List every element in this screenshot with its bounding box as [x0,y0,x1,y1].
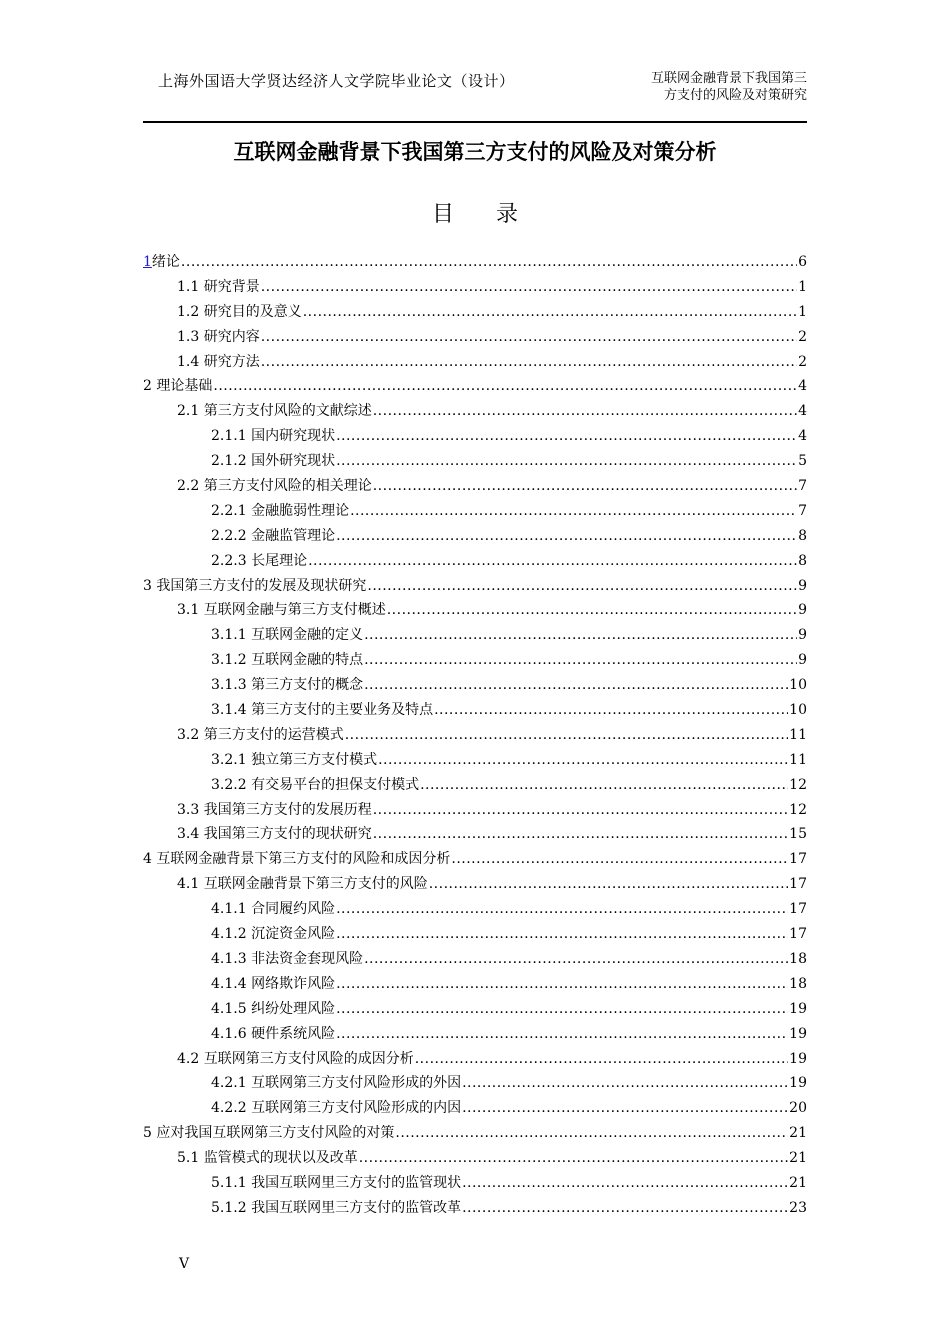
document-title: 互联网金融背景下我国第三方支付的风险及对策分析 [233,140,717,164]
page-number: V [179,1256,190,1272]
toc-entry-label [211,699,433,719]
toc-dot-leader [434,702,788,718]
toc-entry-page: 20 [789,1100,807,1117]
toc-dot-leader [367,578,797,594]
toc-entry-page: 11 [789,726,807,743]
toc-entry-title: 第三方支付风险的相关理论 [203,478,372,495]
toc-dot-leader [373,478,797,494]
toc-entry-label [211,500,349,520]
toc-entry[interactable] [143,923,807,948]
toc-dot-leader [336,428,797,444]
header-short-title-line2: 方支付的风险及对策研究 [663,88,807,103]
toc-entry-label [143,848,450,868]
toc-entry-label [211,774,419,794]
toc-entry[interactable] [143,575,807,600]
toc-dot-leader [364,951,788,967]
toc-entry-label [211,898,335,918]
toc-entry-label [177,1147,358,1167]
toc-entry-title: 有交易平台的担保支付模式 [251,776,420,793]
toc-entry-title: 我国第三方支付的发展历程 [203,801,372,818]
toc-entry-number: 3.2 [177,726,200,743]
toc-entry-page: 19 [789,1000,807,1017]
toc-entry-title: 绪论 [151,254,180,270]
toc-entry-title: 互联网金融背景下第三方支付的风险 [203,876,428,893]
toc-entry-title: 独立第三方支付模式 [251,751,378,768]
toc-entry[interactable] [143,774,807,799]
toc-entry-page: 18 [789,950,807,967]
toc-entry-page: 19 [789,1050,807,1067]
toc-entry[interactable] [143,799,807,824]
toc-entry-number: 2.2.2 [211,527,247,544]
toc-entry-number: 3.1 [177,602,200,619]
toc-entry-label [177,475,372,495]
toc-dot-leader [308,553,797,569]
toc-entry[interactable] [143,1048,807,1073]
toc-entry-number: 3.1.2 [211,652,247,669]
toc-dot-leader [415,1051,788,1067]
toc-entry-label [177,599,386,619]
toc-entry-label [143,375,212,395]
toc-entry-page: 21 [789,1150,807,1167]
toc-dot-leader [451,851,788,867]
toc-dot-leader [462,1175,788,1191]
toc-entry-title: 长尾理论 [251,552,308,569]
toc-entry-number: 4.1.5 [211,1000,247,1017]
toc-entry[interactable] [143,1097,807,1122]
toc-entry-title: 第三方支付的主要业务及特点 [251,702,434,719]
toc-entry[interactable] [143,375,807,400]
toc-entry-title: 国内研究现状 [251,428,336,445]
toc-dot-leader [336,926,788,942]
toc-entry-page: 1 [798,303,807,320]
toc-entry-title: 我国互联网里三方支付的监管现状 [251,1174,462,1191]
toc-dot-leader [364,627,797,643]
toc-entry-title: 金融监管理论 [251,527,336,544]
toc-dot-leader [336,453,797,469]
toc-entry-page: 8 [798,527,807,544]
toc-entry-label [143,1122,394,1142]
toc-entry-page: 9 [798,652,807,669]
toc-entry-number: 1.4 [177,353,200,370]
toc-entry-page: 8 [798,552,807,569]
toc-entry-label [177,400,372,420]
toc-entry-page: 15 [789,826,807,843]
toc-entry-page: 5 [798,453,807,470]
toc-entry-number: 2.1.2 [211,453,247,470]
toc-dot-leader [429,876,788,892]
toc-entry-page: 17 [789,926,807,943]
toc-entry[interactable] [143,898,807,923]
toc-entry-label [211,749,377,769]
toc-entry-page: 7 [798,478,807,495]
toc-entry[interactable] [143,1147,807,1172]
toc-entry-number: 2.1.1 [211,428,247,445]
toc-entry[interactable] [143,998,807,1023]
toc-dot-leader [336,901,788,917]
toc-entry[interactable] [143,823,807,848]
toc-dot-leader [181,254,797,270]
toc-entry[interactable] [143,326,807,351]
toc-entry[interactable] [143,1172,807,1197]
toc-entry-number: 3.1.1 [211,627,247,644]
toc-entry-page: 17 [789,876,807,893]
toc-entry-number: 5.1 [177,1150,200,1167]
toc-entry-page: 1 [798,278,807,295]
toc-entry-title: 互联网第三方支付风险形成的外因 [251,1075,462,1092]
toc-entry-page: 11 [789,751,807,768]
toc-entry[interactable] [143,525,807,550]
toc-entry-number: 5.1.1 [211,1174,247,1191]
toc-entry-title: 研究方法 [203,353,260,370]
toc-entry[interactable] [143,599,807,624]
toc-entry-label [177,351,260,371]
toc-entry-label [211,525,335,545]
toc-entry-number: 3.2.2 [211,776,247,793]
toc-dot-leader [462,1200,788,1216]
toc-entry-title: 互联网金融与第三方支付概述 [203,602,386,619]
toc-entry-title: 我国第三方支付的发展及现状研究 [156,577,367,594]
toc-entry-title: 沉淀资金风险 [251,926,336,943]
toc-dot-leader [387,602,797,618]
toc-entry-title: 金融脆弱性理论 [251,502,350,519]
toc-entry-title: 互联网金融的特点 [251,652,364,669]
toc-entry-number: 4.2 [177,1050,200,1067]
toc-entry-page: 19 [789,1025,807,1042]
toc-entry-number: 4.1 [177,876,200,893]
toc-entry-number: 1.1 [177,278,200,295]
toc-dot-leader [373,826,788,842]
toc-entry-page: 17 [789,901,807,918]
toc-entry-number: 3.1.4 [211,702,247,719]
toc-dot-leader [336,976,788,992]
toc-dot-leader [378,752,788,768]
toc-entry[interactable] [143,1197,807,1222]
toc-entry-number: 4 [143,851,152,868]
toc-entry-label [211,1072,461,1092]
toc-entry-label [211,948,363,968]
toc-entry-title: 国外研究现状 [251,453,336,470]
toc-entry-title: 第三方支付的概念 [251,677,364,694]
toc-dot-leader [336,1026,788,1042]
toc-entry-label [177,326,260,346]
toc-heading: 目录 [431,202,560,227]
toc-entry-title: 我国互联网里三方支付的监管改革 [251,1199,462,1216]
toc-entry-number: 3.2.1 [211,751,247,768]
toc-entry-title: 第三方支付风险的文献综述 [203,403,372,420]
toc-dot-leader [364,677,788,693]
toc-entry-label [211,1023,335,1043]
toc-entry-title: 互联网第三方支付风险形成的内因 [251,1100,462,1117]
toc-entry-page: 2 [798,353,807,370]
toc-entry-label [211,1197,461,1217]
toc-entry-number: 4.1.3 [211,950,247,967]
toc-entry-page: 9 [798,627,807,644]
toc-entry-label [211,973,335,993]
toc-entry-title: 应对我国互联网第三方支付风险的对策 [156,1125,395,1142]
toc-entry-label [177,799,372,819]
toc-dot-leader [213,378,797,394]
toc-entry[interactable] [143,973,807,998]
toc-dot-leader [261,329,797,345]
toc-entry-page: 9 [798,602,807,619]
toc-dot-leader [462,1075,788,1091]
toc-entry-number: 3.1.3 [211,677,247,694]
toc-entry-page: 4 [798,403,807,420]
toc-entry-number: 4.1.1 [211,901,247,918]
toc-entry-title: 研究目的及意义 [203,303,302,320]
toc-entry[interactable] [143,550,807,575]
toc-dot-leader [462,1100,788,1116]
toc-entry-page: 19 [789,1075,807,1092]
toc-entry[interactable] [143,251,807,276]
toc-entry-number[interactable]: 1 [143,254,152,270]
toc-entry-title: 我国第三方支付的现状研究 [203,826,372,843]
toc-entry-page: 2 [798,328,807,345]
toc-entry[interactable] [143,450,807,475]
toc-entry[interactable] [143,400,807,425]
toc-entry-number: 4.1.4 [211,975,247,992]
toc-entry[interactable] [143,500,807,525]
toc-entry[interactable] [143,1122,807,1147]
toc-entry-page: 12 [789,776,807,793]
toc-entry-title: 网络欺诈风险 [251,975,336,992]
toc-entry-page: 23 [789,1199,807,1216]
toc-dot-leader [350,503,797,519]
toc-entry[interactable] [143,301,807,326]
toc-entry[interactable] [143,425,807,450]
toc-entry-label [211,998,335,1018]
toc-entry-number: 3.3 [177,801,200,818]
header-short-title [617,70,807,104]
toc-entry-label [177,724,344,744]
toc-dot-leader [395,1125,788,1141]
toc-entry-label [211,450,335,470]
toc-entry[interactable] [143,674,807,699]
toc-entry[interactable] [143,624,807,649]
toc-dot-leader [373,403,797,419]
toc-entry-number: 2.1 [177,403,200,420]
toc-entry-page: 21 [789,1174,807,1191]
toc-dot-leader [303,304,797,320]
toc-entry-page: 17 [789,851,807,868]
toc-entry[interactable] [143,749,807,774]
toc-entry-page: 6 [798,254,807,270]
toc-entry-number: 2.2.3 [211,552,247,569]
toc-entry-page: 18 [789,975,807,992]
toc-entry-title: 非法资金套现风险 [251,950,364,967]
toc-entry-number: 5 [143,1125,152,1142]
toc-dot-leader [359,1150,788,1166]
toc-entry[interactable] [143,351,807,376]
table-of-contents [143,251,807,1222]
toc-entry[interactable] [143,475,807,500]
toc-entry-label [177,301,302,321]
toc-entry-number: 2.2 [177,478,200,495]
toc-entry[interactable] [143,873,807,898]
toc-dot-leader [345,727,788,743]
toc-entry-number: 2 [143,378,152,395]
toc-entry-label [211,923,335,943]
toc-entry-number: 1.2 [177,303,200,320]
toc-entry-number: 3.4 [177,826,200,843]
toc-entry-number: 4.2.2 [211,1100,247,1117]
toc-entry-label [143,575,366,595]
toc-dot-leader [420,777,788,793]
toc-entry-page: 12 [789,801,807,818]
toc-entry[interactable] [143,848,807,873]
toc-entry-label [177,823,372,843]
toc-entry[interactable] [143,1072,807,1097]
toc-entry-page: 4 [798,378,807,395]
toc-entry-page: 21 [789,1125,807,1142]
toc-entry-title: 监管模式的现状以及改革 [203,1150,358,1167]
toc-entry-title: 理论基础 [156,378,213,395]
toc-entry[interactable] [143,724,807,749]
toc-entry-title: 互联网金融背景下第三方支付的风险和成因分析 [156,851,451,868]
toc-entry-title: 硬件系统风险 [251,1025,336,1042]
toc-entry-label [177,873,428,893]
toc-entry-label [211,1172,461,1192]
toc-entry-number: 4.1.6 [211,1025,247,1042]
toc-entry-label [211,624,363,644]
header-short-title-line1: 互联网金融背景下我国第三 [650,71,807,86]
toc-entry-number: 1.3 [177,328,200,345]
toc-entry[interactable] [143,948,807,973]
toc-dot-leader [261,354,797,370]
toc-entry[interactable] [143,276,807,301]
toc-dot-leader [336,1001,788,1017]
toc-entry-label [211,649,363,669]
toc-entry-label [211,1097,461,1117]
toc-entry[interactable] [143,699,807,724]
toc-entry-number: 5.1.2 [211,1199,247,1216]
toc-entry-number: 4.2.1 [211,1075,247,1092]
toc-entry-title: 合同履约风险 [251,901,336,918]
toc-entry-label [177,1048,414,1068]
toc-entry-title: 研究背景 [203,278,260,295]
toc-dot-leader [261,279,797,295]
toc-entry-label [211,425,335,445]
header-school-name: 上海外国语大学贤达经济人文学院毕业论文（设计） [158,72,515,90]
toc-entry-label [177,276,260,296]
toc-entry-title: 第三方支付的运营模式 [203,726,344,743]
toc-entry-label [211,674,363,694]
toc-dot-leader [373,802,788,818]
toc-entry-number: 3 [143,577,152,594]
toc-entry-page: 10 [789,702,807,719]
toc-entry-number: 4.1.2 [211,926,247,943]
toc-entry-page: 7 [798,502,807,519]
toc-dot-leader [364,652,797,668]
toc-entry[interactable] [143,649,807,674]
toc-entry-title: 研究内容 [203,328,260,345]
toc-entry-page: 10 [789,677,807,694]
toc-entry-label [143,251,180,271]
toc-entry-page: 4 [798,428,807,445]
toc-entry[interactable] [143,1023,807,1048]
header-divider [143,121,807,123]
toc-dot-leader [336,528,797,544]
toc-entry-title: 互联网金融的定义 [251,627,364,644]
toc-entry-title: 互联网第三方支付风险的成因分析 [203,1050,414,1067]
toc-entry-number: 2.2.1 [211,502,247,519]
toc-entry-page: 9 [798,577,807,594]
toc-entry-title: 纠纷处理风险 [251,1000,336,1017]
toc-entry-label [211,550,307,570]
